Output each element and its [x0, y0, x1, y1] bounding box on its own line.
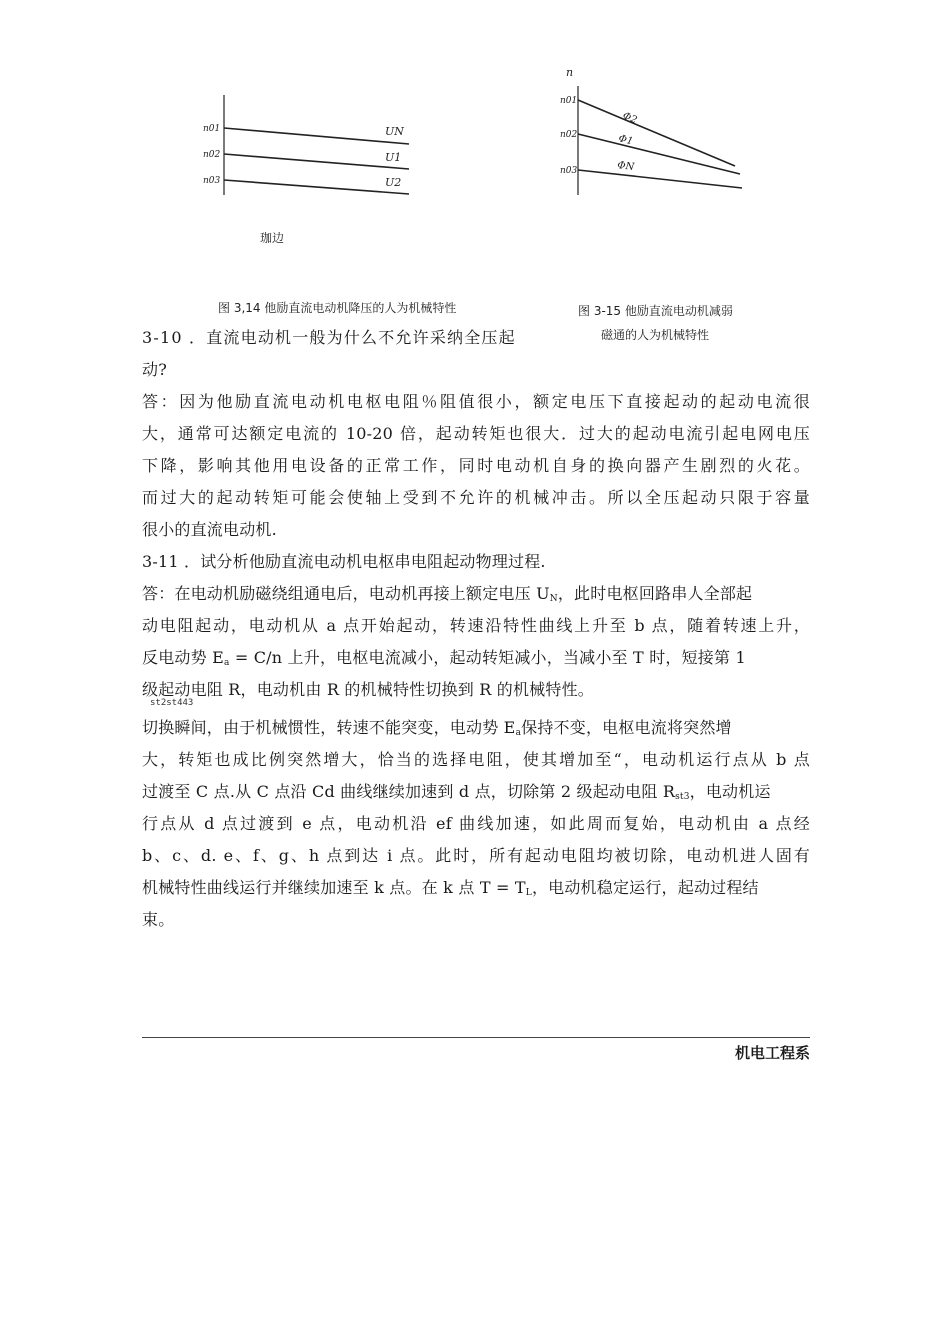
footer-divider — [142, 1037, 810, 1038]
label-u2: U2 — [385, 176, 402, 189]
answer-3-11-line: 动电阻起动，电动机从 a 点开始起动，转速沿特性曲线上升至 b 点，随着转速上升， — [142, 616, 810, 635]
figure-right-caption-1: 图 3-15 他励直流电动机减弱 — [578, 304, 733, 318]
label-n02: n02 — [203, 150, 221, 160]
figure-weakened-flux — [555, 62, 755, 197]
label-u1: U1 — [385, 151, 402, 164]
text-span: 机械特性曲线运行并继续加速至 k 点。在 k 点 T = T — [142, 878, 526, 897]
text-span: ，此时电枢回路串人全部起 — [557, 584, 753, 603]
label-n-axis: n — [566, 66, 574, 79]
label-n03: n03 — [560, 166, 578, 176]
line-phin — [578, 170, 742, 188]
figure-reduced-voltage — [195, 90, 425, 200]
text-span: 切换瞬间，由于机械惯性，转速不能突变，电动势 E — [142, 718, 516, 737]
subscript: L — [525, 888, 532, 898]
line-u1 — [224, 154, 409, 169]
subscript: a — [223, 658, 230, 668]
answer-3-11-line — [142, 872, 759, 909]
figure-right-caption-2: 磁通的人为机械特性 — [601, 328, 710, 342]
text-span: 反电动势 E — [142, 648, 224, 667]
line-phi1 — [578, 134, 740, 174]
answer-3-10-line: 大，通常可达额定电流的 10-20 倍，起动转矩也很大．过大的起动电流引起电网电压 — [142, 424, 810, 443]
label-phi2: Φ2 — [620, 110, 639, 127]
figure-reduced-voltage-plot — [195, 90, 425, 200]
answer-3-10-line: 答：因为他励直流电动机电枢电阻％阻值很小，额定电压下直接起动的起动电流很 — [142, 392, 810, 411]
line-phi2 — [578, 100, 735, 166]
figure-left-note: 珈边 — [260, 231, 285, 245]
answer-3-10-line: 下降，影响其他用电设备的正常工作，同时电动机自身的换向器产生剧烈的火花。 — [142, 456, 810, 475]
answer-3-10-line: 而过大的起动转矩可能会使轴上受到不允许的机械冲击。所以全压起动只限于容量 — [142, 488, 810, 507]
answer-3-11-line: 行点从 d 点过渡到 e 点，电动机沿 ef 曲线加速，如此周而复始，电动机由 a 点经 — [142, 814, 810, 833]
footer-department: 机电工程系 — [734, 1044, 810, 1062]
label-n02: n02 — [560, 130, 578, 140]
label-phin: ΦN — [616, 160, 635, 174]
label-n01: n01 — [203, 124, 221, 134]
answer-3-11-line: 级起动电阻 R，电动机由 R 的机械特性切换到 R 的机械特性。 — [142, 680, 594, 699]
question-3-10-cont: 动? — [142, 360, 167, 379]
text-span: = C/n 上升，电枢电流减小，起动转矩减小，当减小至 T 时，短接第 1 — [229, 648, 746, 667]
subscript: st3 — [675, 792, 690, 802]
subscript-note: st2st443 — [150, 698, 194, 708]
answer-3-11-line: 大，转矩也成比例突然增大，恰当的选择电阻，使其增加至“，电动机运行点从 b 点 — [142, 750, 810, 769]
question-3-10: 3-10 ．直流电动机一般为什么不允许采纳全压起 — [142, 328, 516, 347]
text-span: 答：在电动机励磁绕组通电后，电动机再接上额定电压 U — [142, 584, 550, 603]
text-span: 保持不变，电枢电流将突然增 — [521, 718, 732, 737]
answer-3-11-line: 束。 — [142, 910, 175, 929]
figure-weakened-flux-plot — [555, 62, 755, 197]
label-n03: n03 — [203, 176, 221, 186]
line-un — [224, 128, 409, 144]
question-3-11: 3-11 ．试分析他励直流电动机电枢串电阻起动物理过程. — [142, 552, 546, 571]
figure-left-caption: 图 3,14 他励直流电动机降压的人为机械特性 — [218, 301, 457, 315]
answer-3-10-line: 很小的直流电动机. — [142, 520, 277, 539]
text-span: ，电动机运 — [689, 782, 771, 801]
label-n01: n01 — [560, 96, 578, 106]
label-phi1: Φ1 — [617, 133, 635, 148]
line-u2 — [224, 180, 409, 194]
subscript: a — [515, 728, 522, 738]
subscript: N — [549, 594, 558, 604]
text-span: 过渡至 C 点.从 C 点沿 Cd 曲线继续加速到 d 点，切除第 2 级起动电阻 R — [142, 782, 676, 801]
label-un: UN — [385, 125, 404, 138]
answer-3-11-line: b、c、d. e、f、g、h 点到达 i 点。此时，所有起动电阻均被切除，电动机进人固有 — [142, 846, 810, 865]
text-span: ，电动机稳定运行，起动过程结 — [531, 878, 759, 897]
